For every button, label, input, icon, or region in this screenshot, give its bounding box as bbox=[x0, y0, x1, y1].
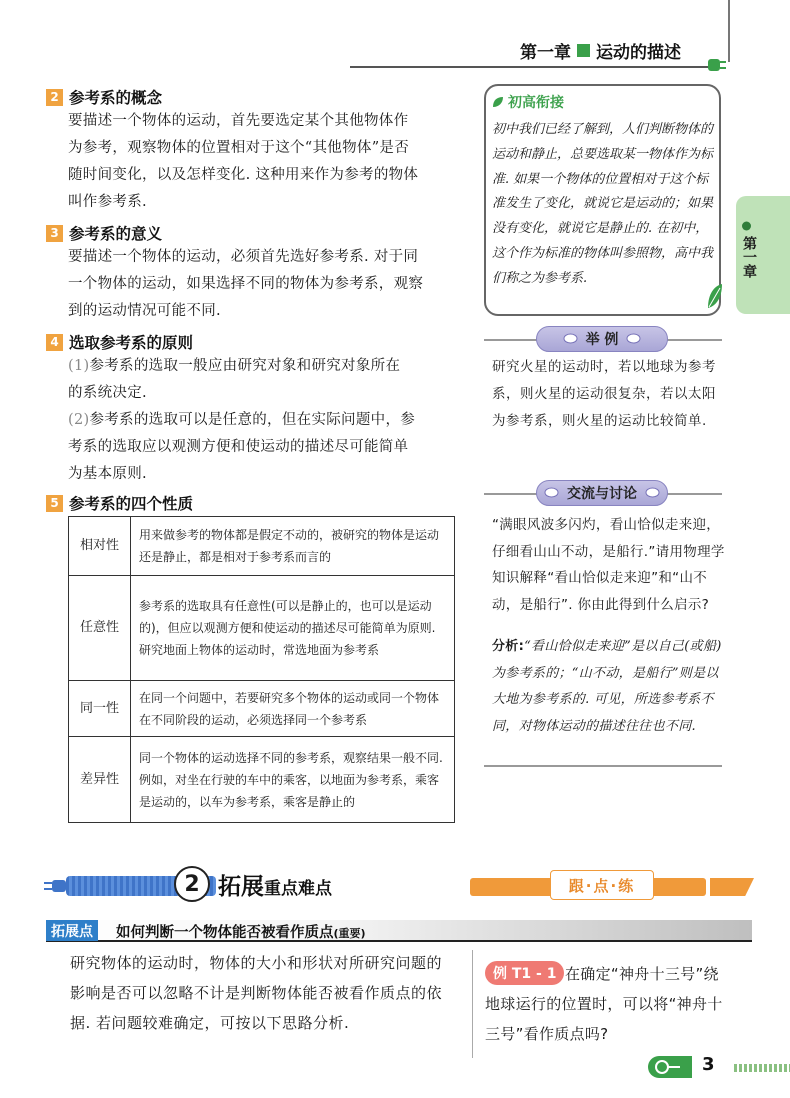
bridge-text: 初中我们已经了解到，人们判断物体的运动和静止，总要选取某一物体作为标准. 如果一个物体的位置相对于这个标准发生了变化，就说它是运动的；如果没有变化，就说它是静止的. 在初中，这个作为标准的物体叫参照物，高中我们称之为参考系. bbox=[492, 122, 714, 286]
banner-title-small: 重点难点 bbox=[264, 879, 332, 899]
answer-label: 分析: bbox=[492, 639, 525, 654]
list-marker: (2) bbox=[68, 412, 90, 428]
list-marker: (1) bbox=[68, 358, 90, 374]
column-divider bbox=[472, 950, 473, 1058]
header-rule bbox=[350, 66, 718, 68]
property-desc: 用来做参考的物体都是假定不动的，被研究的物体是运动还是静止，都是相对于参考系而言的 bbox=[131, 517, 455, 576]
discussion-answer bbox=[492, 634, 728, 740]
expansion-tag: 拓展点 bbox=[46, 920, 98, 941]
section-heading-text: 选取参考系的原则 bbox=[69, 334, 194, 352]
chapter-number: 第一章 bbox=[520, 43, 571, 63]
section-number-badge: 4 bbox=[46, 334, 63, 351]
banner-title bbox=[218, 868, 332, 901]
answer-text: “看山恰似走来迎”是以自己(或船)为参考系的；“山不动，是船行”则是以大地为参考系的. 可见，所选参考系不同，对物体运动的描述往往也不同. bbox=[492, 639, 722, 734]
section-heading-text: 参考系的概念 bbox=[69, 89, 163, 107]
section-heading-text: 参考系的意义 bbox=[69, 225, 163, 243]
property-name: 差异性 bbox=[69, 737, 131, 823]
list-item bbox=[68, 407, 460, 434]
example-text: 研究火星的运动时，若以地球为参考系，则火星的运动很复杂，若以太阳为参考系，则火星的运动比较简单. bbox=[492, 359, 716, 429]
text-line: 要描述一个物体的运动，首先要选定某个其他物体作 bbox=[68, 113, 409, 129]
right-bottom-rule bbox=[484, 765, 722, 767]
leaf-icon bbox=[492, 96, 504, 108]
example-t1-text: 在确定“神舟十三号”绕地球运行的位置时，可以将“神舟十三号”看作质点吗? bbox=[485, 965, 723, 1043]
properties-table bbox=[68, 516, 455, 823]
expansion-note: (重要) bbox=[333, 927, 366, 940]
plug-footer-icon bbox=[654, 1059, 682, 1075]
table-row bbox=[69, 681, 455, 737]
text-line: 的系统决定. bbox=[68, 385, 147, 401]
property-desc: 参考系的选取具有任意性(可以是静止的，也可以是运动的)，但应以观测方便和使运动的描述尽可能简单为原则. 研究地面上物体的运动时，常选地面为参考系 bbox=[131, 576, 455, 681]
section-banner bbox=[38, 866, 752, 906]
property-desc: 同一个物体的运动选择不同的参考系，观察结果一般不同. 例如，对坐在行驶的车中的乘客，以地面为参考系，乘客是运动的，以车为参考系，乘客是静止的 bbox=[131, 737, 455, 823]
green-square-icon bbox=[577, 44, 590, 57]
text-line: 一个物体的运动，如果选择不同的物体为参考系，观察 bbox=[68, 276, 424, 292]
side-tab-label: 第一章 bbox=[741, 236, 757, 278]
example-label-pill bbox=[536, 326, 668, 352]
bridge-title-text: 初高衔接 bbox=[508, 95, 564, 111]
table-row bbox=[69, 576, 455, 681]
example-t1-tag: 例 T1 - 1 bbox=[485, 961, 564, 985]
banner-title-big: 拓展 bbox=[218, 874, 264, 900]
discussion-label: 交流与讨论 bbox=[567, 486, 637, 502]
bridge-title bbox=[492, 92, 564, 112]
chapter-title bbox=[520, 38, 681, 63]
table-row bbox=[69, 517, 455, 576]
table-row bbox=[69, 737, 455, 823]
text-line: 要描述一个物体的运动，必须首先选好参考系. 对于同 bbox=[68, 249, 419, 265]
section-2-body bbox=[68, 108, 460, 216]
banner-end-cap bbox=[710, 878, 754, 896]
section-number-badge: 2 bbox=[46, 89, 63, 106]
footer-dots bbox=[734, 1064, 790, 1072]
text-line: 参考系的选取一般应由研究对象和研究对象所在 bbox=[89, 358, 401, 374]
list-item bbox=[68, 353, 460, 380]
chapter-name: 运动的描述 bbox=[596, 43, 681, 63]
property-name: 同一性 bbox=[69, 681, 131, 737]
section-3-body bbox=[68, 244, 460, 325]
page-header bbox=[0, 0, 790, 80]
banner-tag: 跟·点·练 bbox=[550, 870, 654, 900]
section-4-body bbox=[68, 353, 460, 488]
property-name: 任意性 bbox=[69, 576, 131, 681]
property-name: 相对性 bbox=[69, 517, 131, 576]
expansion-text: 研究物体的运动时，物体的大小和形状对所研究问题的影响是否可以忽略不计是判断物体能否被看作质点的依据. 若问题较难确定，可按以下思路分析. bbox=[70, 954, 443, 1032]
text-line: 为基本原则. bbox=[68, 466, 147, 482]
page-number: 3 bbox=[702, 1054, 715, 1075]
text-line: 参考系的选取可以是任意的，但在实际问题中，参 bbox=[89, 412, 416, 428]
text-line: 考系的选取应以观测方便和使运动的描述尽可能简单 bbox=[68, 439, 409, 455]
discussion-label-pill bbox=[536, 480, 668, 506]
banner-number: 2 bbox=[174, 866, 210, 902]
example-label: 举 例 bbox=[585, 332, 619, 348]
discussion-question: “满眼风波多闪灼，看山恰似走来迎，仔细看山山不动，是船行.”请用物理学知识解释“看山恰似走来迎”和“山不动，是船行”. 你由此得到什么启示? bbox=[492, 517, 725, 613]
chat-bubble-icon bbox=[626, 333, 641, 345]
expansion-title-text: 如何判断一个物体能否被看作质点 bbox=[116, 925, 334, 941]
section-4-heading bbox=[46, 331, 193, 353]
text-line: 叫作参考系. bbox=[68, 194, 147, 210]
header-divider bbox=[728, 0, 730, 62]
section-number-badge: 3 bbox=[46, 225, 63, 242]
chat-bubble-icon bbox=[645, 487, 660, 499]
plug-icon bbox=[44, 878, 68, 894]
expansion-title bbox=[116, 921, 366, 942]
section-number-badge: 5 bbox=[46, 495, 63, 512]
text-line: 到的运动情况可能不同. bbox=[68, 303, 221, 319]
lightbulb-icon bbox=[741, 221, 752, 232]
property-desc: 在同一个问题中，若要研究多个物体的运动或同一个物体在不同阶段的运动，必须选择同一个参考系 bbox=[131, 681, 455, 737]
section-2-heading bbox=[46, 86, 162, 108]
section-5-heading bbox=[46, 492, 193, 514]
section-heading-text: 参考系的四个性质 bbox=[69, 495, 194, 513]
leaf-icon bbox=[706, 282, 724, 310]
plug-icon bbox=[706, 56, 728, 74]
chat-bubble-icon bbox=[563, 333, 578, 345]
text-line: 为参考，观察物体的位置相对于这个“其他物体”是否 bbox=[68, 140, 410, 156]
text-line: 随时间变化，以及怎样变化. 这种用来作为参考的物体 bbox=[68, 167, 419, 183]
chat-bubble-icon bbox=[544, 487, 559, 499]
section-3-heading bbox=[46, 222, 162, 244]
